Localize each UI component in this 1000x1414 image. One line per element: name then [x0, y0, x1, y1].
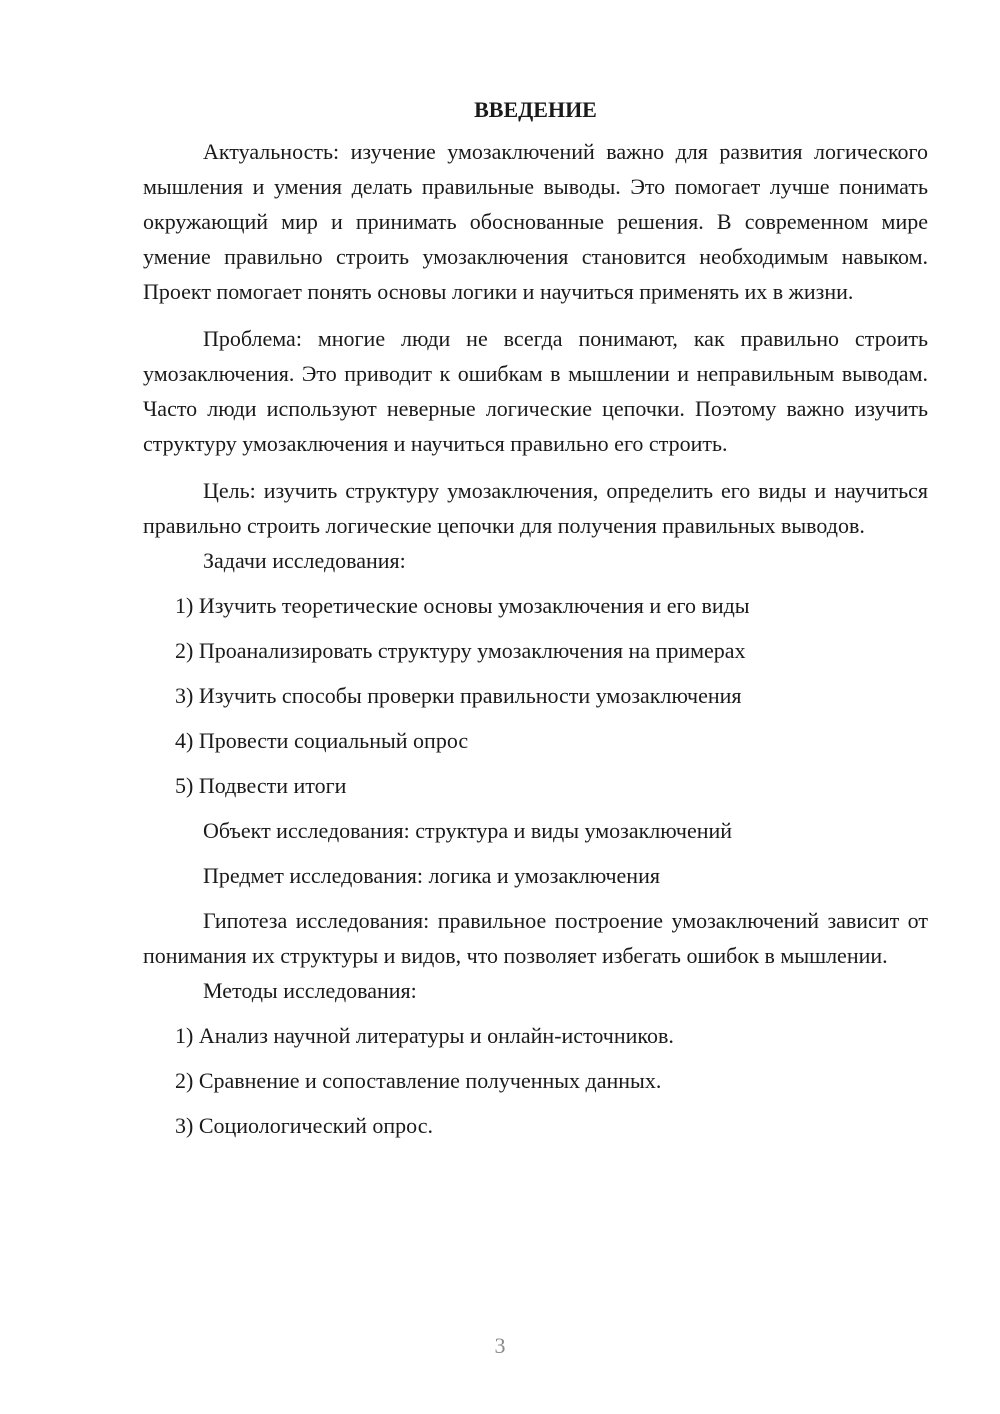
- method-item: 1) Анализ научной литературы и онлайн-источников.: [175, 1023, 674, 1048]
- relevance-paragraph: Актуальность: изучение умозаключений важно для развития логического мышления и умения делать правильные выводы. Это помогает лучше понимать окружающий мир и принимать обоснованные решения. В современном мире умение правильно строить умозаключения становится необходимым навыком. Проект помогает понять основы логики и научиться применять их в жизни.: [143, 139, 928, 304]
- task-item: 1) Изучить теоретические основы умозаключения и его виды: [175, 593, 750, 618]
- tasks-heading: Задачи исследования:: [203, 548, 406, 573]
- subject-line: Предмет исследования: логика и умозаключения: [203, 863, 660, 888]
- task-item: 4) Провести социальный опрос: [175, 728, 469, 753]
- goal-paragraph: Цель: изучить структуру умозаключения, определить его виды и научиться правильно строить логические цепочки для получения правильных выводов.: [143, 478, 928, 538]
- problem-paragraph: Проблема: многие люди не всегда понимают, как правильно строить умозаключения. Это приводит к ошибкам в мышлении и неправильным выводам. Часто люди используют неверные логические цепочки. Поэтому важно изучить структуру умозаключения и научиться правильно его строить.: [143, 326, 928, 456]
- method-item: 2) Сравнение и сопоставление полученных данных.: [175, 1068, 662, 1093]
- methods-heading: Методы исследования:: [203, 978, 417, 1003]
- task-item: 3) Изучить способы проверки правильности умозаключения: [175, 683, 742, 708]
- task-item: 2) Проанализировать структуру умозаключения на примерах: [175, 638, 746, 663]
- object-line: Объект исследования: структура и виды умозаключений: [203, 818, 733, 843]
- methods-list: [143, 1018, 928, 1143]
- tasks-list: [143, 588, 928, 803]
- hypothesis-paragraph: Гипотеза исследования: правильное построение умозаключений зависит от понимания их структуры и видов, что позволяет избегать ошибок в мышлении.: [143, 908, 928, 968]
- page-number: 3: [494, 1333, 506, 1358]
- method-item: 3) Социологический опрос.: [175, 1113, 433, 1138]
- task-item: 5) Подвести итоги: [175, 773, 347, 798]
- page-title: ВВЕДЕНИЕ: [474, 97, 597, 122]
- document-page: [143, 90, 928, 1143]
